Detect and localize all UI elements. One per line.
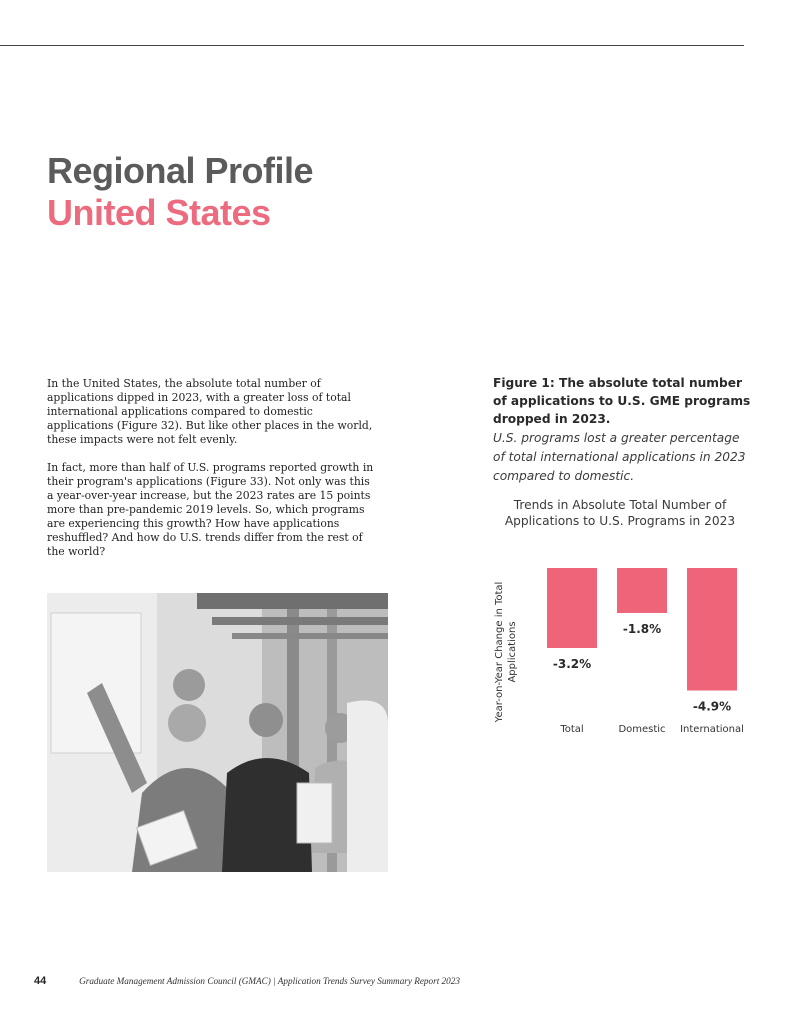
title-regional-profile: Regional Profile <box>47 150 314 191</box>
data-label-domestic: -1.8% <box>622 622 662 636</box>
category-label-international: International <box>680 724 744 735</box>
data-label-international: -4.9% <box>692 699 732 714</box>
bar-chart-svg <box>480 540 780 760</box>
paragraph-2: In fact, more than half of U.S. programs reported growth in their program's applications (Figure 33). Not only was this a year-over-year increase, but the 2023 rates are 15 points more than pre-pandemic 2019 levels. So, which programs are experiencing this growth? How have applications reshuffled? And how do U.S. trends differ from the rest of the world? <box>47 461 374 558</box>
footer <box>34 975 460 987</box>
chart-title: Trends in Absolute Total Number of Applications to U.S. Programs in 2023 <box>504 498 736 528</box>
footer-text: Graduate Management Admission Council (GMAC) | Application Trends Survey Summary Report 2023 <box>79 976 460 986</box>
office-meeting-photo <box>47 593 388 872</box>
paragraph-1: In the United States, the absolute total number of applications dipped in 2023, with a greater loss of total international applications compared to domestic applications (Figure 32). But like other places in the world, these impacts were not felt evenly. <box>47 377 373 446</box>
top-rule <box>0 45 744 46</box>
body-text <box>47 377 377 573</box>
bar-international <box>687 568 737 691</box>
bar-total <box>547 568 597 648</box>
y-axis-label: Year-on-Year Change in Total Applications <box>494 581 518 723</box>
title-united-states: United States <box>47 192 271 233</box>
data-label-total: -3.2% <box>552 657 592 671</box>
figure-title: Figure 1: The absolute total number of applications to U.S. GME programs dropped in 2023. <box>493 376 751 426</box>
figure-caption: U.S. programs lost a greater percentage of total international applications in 2023 compared to domestic. <box>493 431 746 483</box>
bar-chart <box>480 540 780 760</box>
category-label-domestic: Domestic <box>618 724 666 735</box>
category-label-total: Total <box>560 724 584 735</box>
page-title <box>47 150 313 234</box>
page-number: 44 <box>34 975 47 987</box>
bar-domestic <box>617 568 667 613</box>
photo-illustration <box>47 593 388 872</box>
